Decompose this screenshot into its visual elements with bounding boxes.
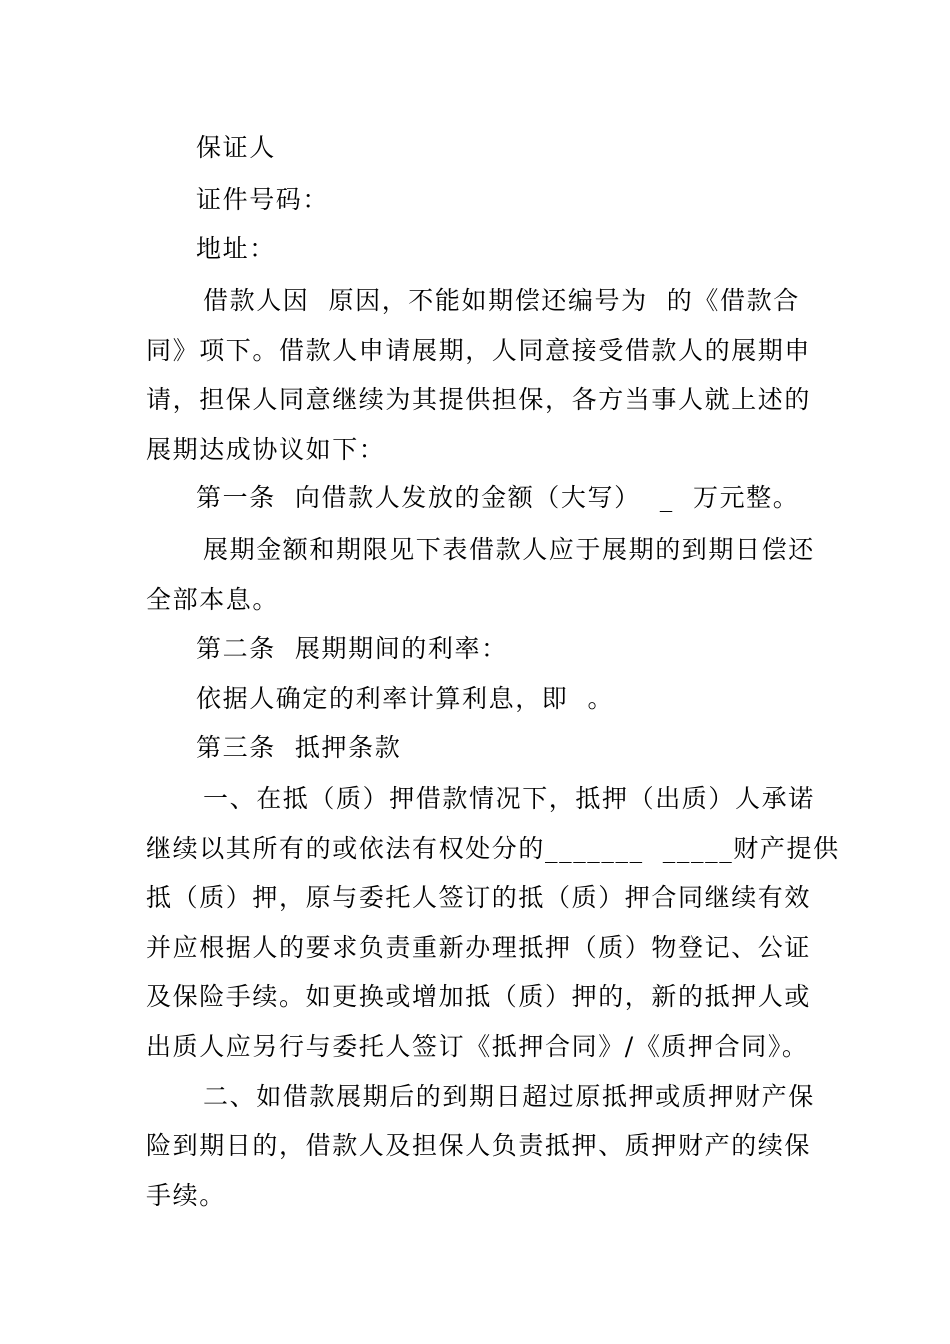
article-2-heading: 第二条 展期期间的利率： [196,634,508,663]
intro-paragraph-line: 同》项下。借款人申请展期，人同意接受借款人的展期申 [146,336,812,365]
article-1-paragraph-line: 全部本息。 [146,585,280,614]
article-2-paragraph-line: 依据人确定的利率计算利息，即 。 [196,684,615,713]
article-3-item-2-line: 二、如借款展期后的到期日超过原抵押或质押财产保 [203,1082,815,1111]
guarantor-label: 保证人 [196,133,276,162]
article-3-paragraph-line: 一、在抵（质）押借款情况下，抵押（出质）人承诺 [203,784,815,813]
article-3-paragraph-line: 及保险手续。如更换或增加抵（质）押的，新的抵押人或 [146,982,812,1011]
intro-paragraph-line: 借款人因 原因，不能如期偿还编号为 的《借款合 [203,286,800,315]
article-3-paragraph-line: 继续以其所有的或依法有权处分的_______ _____财产提供 [146,834,840,863]
article-1-paragraph-line: 展期金额和期限见下表借款人应于展期的到期日偿还 [203,535,815,564]
address-label: 地址： [196,234,276,263]
intro-paragraph-line: 请，担保人同意继续为其提供担保，各方当事人就上述的 [146,385,812,414]
article-3-paragraph-line: 出质人应另行与委托人签订《抵押合同》/《质押合同》。 [146,1032,809,1061]
article-3-paragraph-line: 并应根据人的要求负责重新办理抵押（质）物登记、公证 [146,933,812,962]
article-3-item-2-line: 手续。 [146,1181,226,1210]
intro-paragraph-line: 展期达成协议如下： [146,435,386,464]
article-3-heading: 第三条 抵押条款 [196,733,402,762]
id-number-label: 证件号码： [196,185,330,214]
article-3-paragraph-line: 抵（质）押，原与委托人签订的抵（质）押合同继续有效 [146,883,812,912]
article-3-item-2-line: 险到期日的，借款人及担保人负责抵押、质押财产的续保 [146,1131,812,1160]
article-1-heading: 第一条 向借款人发放的金额（大写） _ 万元整。 [196,483,800,512]
